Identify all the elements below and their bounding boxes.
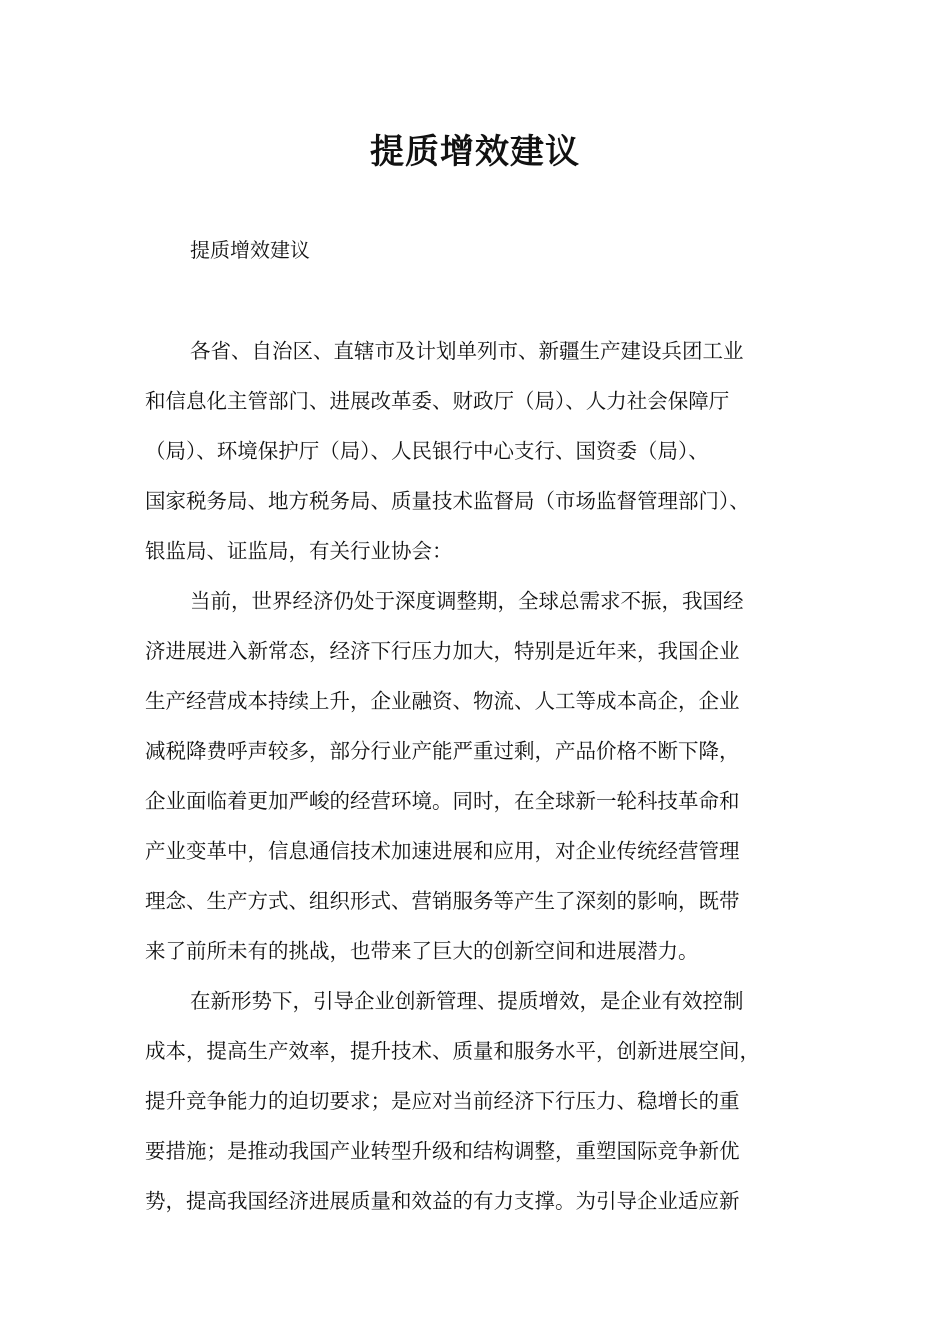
paragraph-line: 产业变革中，信息通信技术加速进展和应用，对企业传统经营管理	[145, 839, 740, 863]
paragraph-line: 要措施；是推动我国产业转型升级和结构调整，重塑国际竞争新优	[145, 1139, 740, 1163]
paragraph-line: 势，提高我国经济进展质量和效益的有力支撑。为引导企业适应新	[145, 1189, 740, 1213]
paragraph-line: 来了前所未有的挑战，也带来了巨大的创新空间和进展潜力。	[145, 939, 699, 963]
paragraph-line: 生产经营成本持续上升，企业融资、物流、人工等成本高企，企业	[145, 689, 740, 713]
document-title: 提质增效建议	[370, 132, 580, 172]
paragraph-line: 当前，世界经济仍处于深度调整期，全球总需求不振，我国经	[190, 589, 744, 613]
paragraph-line: 企业面临着更加严峻的经营环境。同时，在全球新一轮科技革命和	[145, 789, 740, 813]
paragraph-line: 各省、自治区、直辖市及计划单列市、新疆生产建设兵团工业	[190, 339, 744, 363]
paragraph-line: 国家税务局、地方税务局、质量技术监督局（市场监督管理部门）、	[145, 489, 750, 513]
paragraph-line: 济进展进入新常态，经济下行压力加大，特别是近年来，我国企业	[145, 639, 740, 663]
paragraph-line: （局）、环境保护厅（局）、人民银行中心支行、国资委（局）、	[145, 439, 709, 463]
paragraph-line: 和信息化主管部门、进展改革委、财政厅（局）、人力社会保障厅	[145, 389, 730, 413]
paragraph-line: 提升竞争能力的迫切要求；是应对当前经济下行压力、稳增长的重	[145, 1089, 740, 1113]
paragraph-line: 成本，提高生产效率，提升技术、质量和服务水平，创新进展空间，	[145, 1039, 760, 1063]
document-subtitle: 提质增效建议	[190, 238, 310, 262]
paragraph-line: 减税降费呼声较多，部分行业产能严重过剩，产品价格不断下降，	[145, 739, 740, 763]
paragraph-line: 在新形势下，引导企业创新管理、提质增效，是企业有效控制	[190, 989, 744, 1013]
paragraph-line: 理念、生产方式、组织形式、营销服务等产生了深刻的影响，既带	[145, 889, 740, 913]
paragraph-line: 银监局、证监局，有关行业协会：	[145, 539, 453, 563]
